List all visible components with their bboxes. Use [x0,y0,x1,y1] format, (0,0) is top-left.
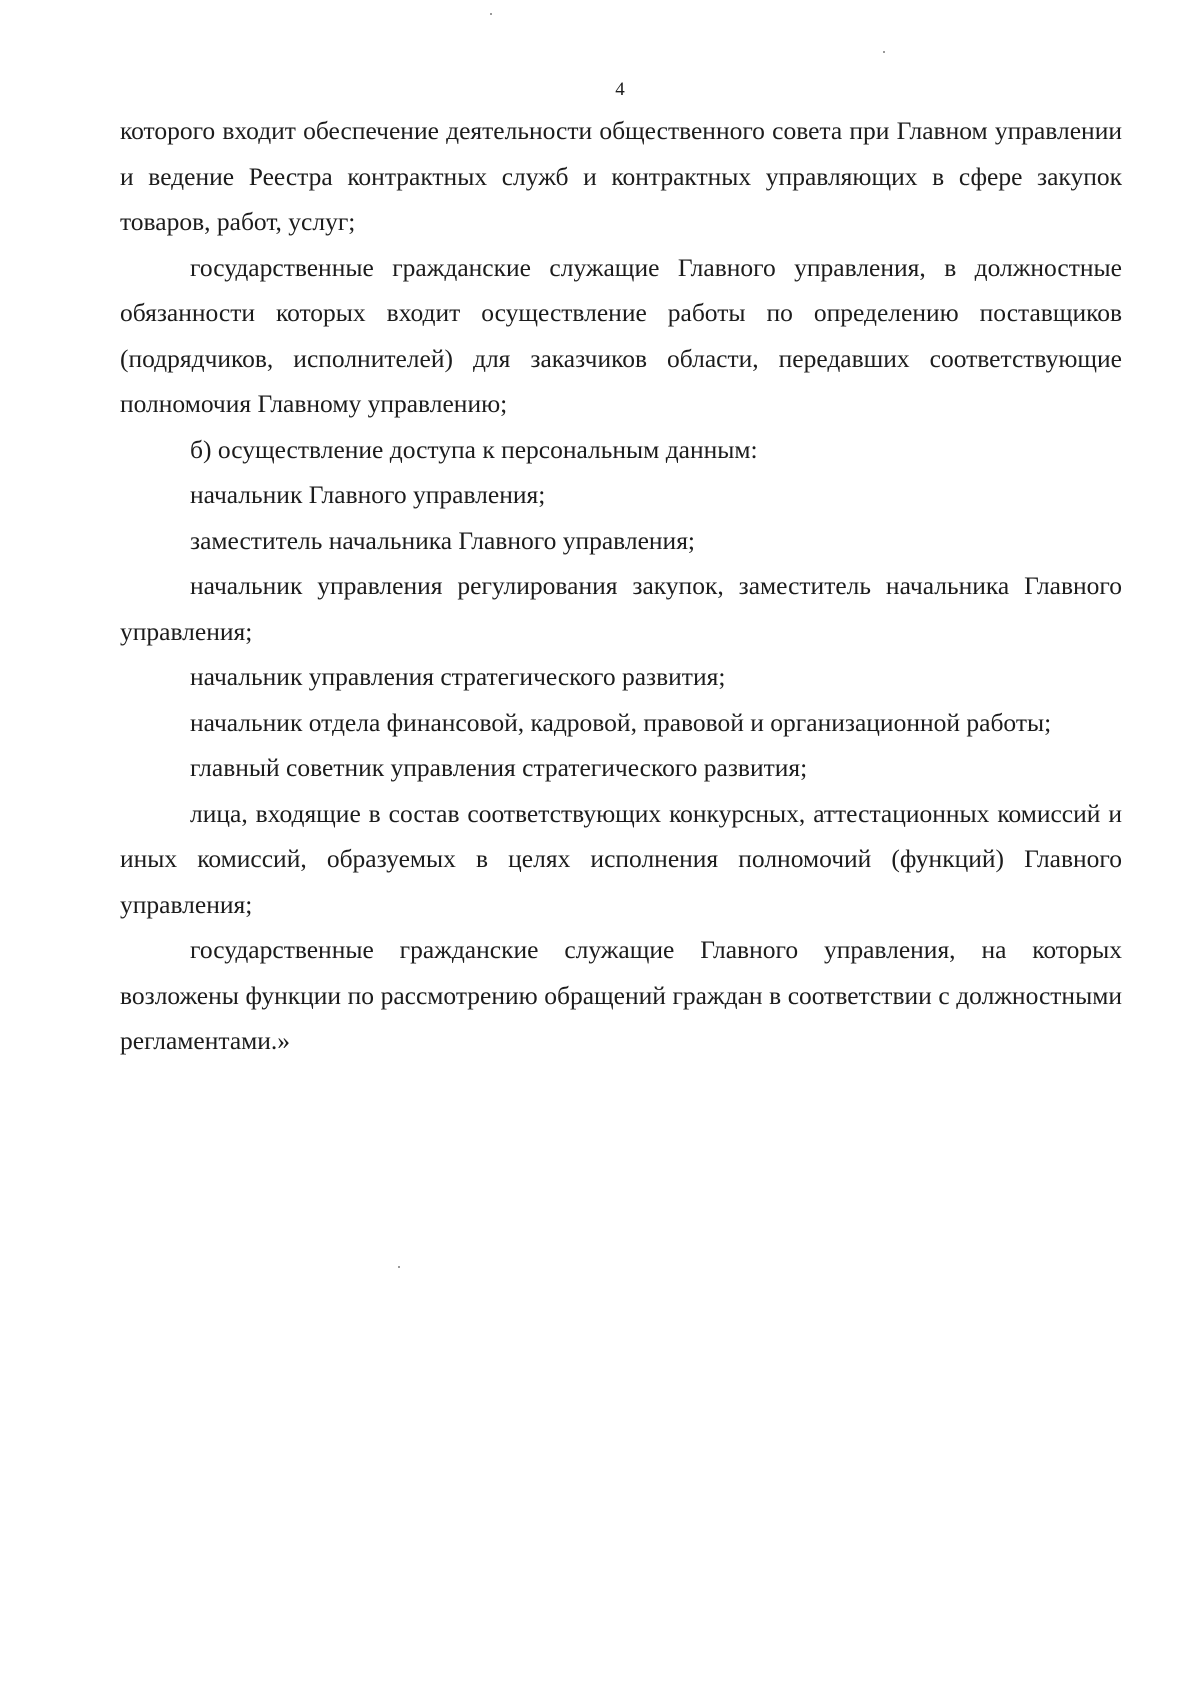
paragraph: начальник отдела финансовой, кадровой, правовой и организационной работы; [190,707,1052,737]
scan-speck [883,51,885,53]
paragraph: заместитель начальника Главного управления; [190,525,696,555]
paragraph: лица, входящие в состав соответствующих конкурсных, аттестационных комиссий и иных комиссий, образуемых в целях исполнения полномочий (функций) Главного управления; [120,798,1122,919]
scan-speck [398,1266,400,1268]
paragraph: государственные гражданские служащие Главного управления, в должностные обязанности которых входит осуществление работы по определению поставщиков (подрядчиков, исполнителей) для заказчиков области, передавших соответствующие полномочия Главному управлению; [120,252,1122,418]
paragraph: начальник Главного управления; [190,480,546,509]
paragraph: главный советник управления стратегического развития; [190,753,808,782]
paragraph: начальник управления стратегического развития; [190,662,726,691]
paragraph: государственные гражданские служащие Главного управления, на которых возложены функции по рассмотрению обращений граждан в соответствии с должностными регламентами.» [120,935,1122,1055]
scan-speck [490,13,492,15]
page-number: 4 [615,79,625,100]
paragraph: которого входит обеспечение деятельности общественного совета при Главном управлении и ведение Реестра контрактных служб и контрактных управляющих в сфере закупок товаров, работ, услуг; [120,116,1122,236]
paragraph: б) осуществление доступа к персональным данным: [190,434,758,464]
document-body [120,108,1122,1064]
paragraph: начальник управления регулирования закупок, заместитель начальника Главного управления; [120,571,1122,646]
